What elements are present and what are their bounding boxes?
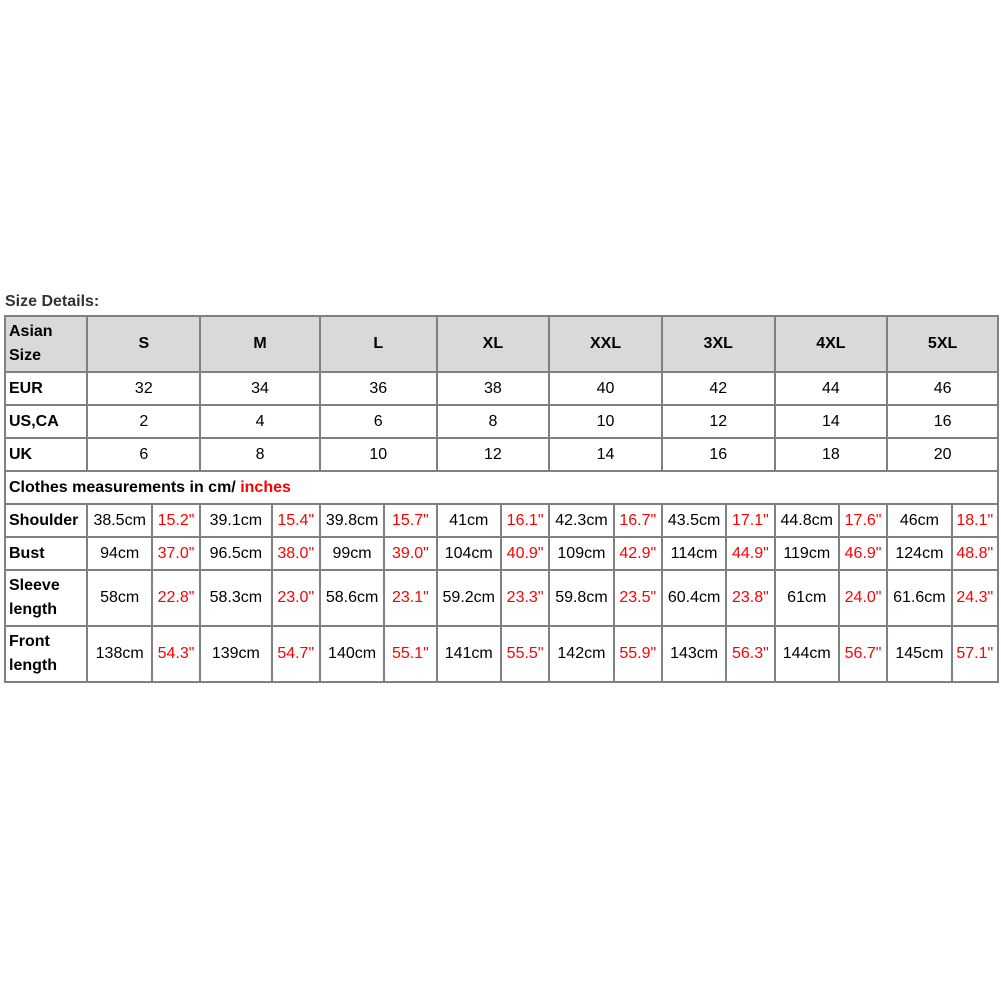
measurement-inch-value: 55.1" xyxy=(384,626,436,682)
section-heading: Size Details: xyxy=(5,293,100,310)
size-header-row xyxy=(5,316,998,372)
measurement-inch-value: 39.0" xyxy=(384,537,436,570)
measurement-inch-value: 16.1" xyxy=(501,504,549,537)
measurement-cm-value: 58.6cm xyxy=(320,570,384,626)
measurement-inch-value: 23.0" xyxy=(272,570,320,626)
measurement-inch-value: 54.7" xyxy=(272,626,320,682)
conversion-value: 36 xyxy=(320,372,437,405)
measurement-inch-value: 40.9" xyxy=(501,537,549,570)
conversion-value: 32 xyxy=(87,372,200,405)
measurement-cm-value: 44.8cm xyxy=(775,504,839,537)
measurement-row-label: Front length xyxy=(5,626,87,682)
conversion-value: 40 xyxy=(549,372,662,405)
conversion-value: 6 xyxy=(87,438,200,471)
measurements-title xyxy=(5,471,998,504)
measurement-inch-value: 23.1" xyxy=(384,570,436,626)
measurement-row xyxy=(5,626,998,682)
measurement-cm-value: 61cm xyxy=(775,570,839,626)
size-header-cell: 5XL xyxy=(887,316,998,372)
conversion-value: 12 xyxy=(662,405,775,438)
size-header-cell: 3XL xyxy=(662,316,775,372)
measurement-inch-value: 24.3" xyxy=(952,570,998,626)
conversion-value: 2 xyxy=(87,405,200,438)
conversion-value: 10 xyxy=(320,438,437,471)
measurement-cm-value: 39.1cm xyxy=(200,504,271,537)
measurement-inch-value: 17.1" xyxy=(726,504,774,537)
measurement-cm-value: 59.2cm xyxy=(437,570,501,626)
measurement-cm-value: 46cm xyxy=(887,504,951,537)
measurement-inch-value: 55.5" xyxy=(501,626,549,682)
measurement-cm-value: 143cm xyxy=(662,626,726,682)
conversion-value: 8 xyxy=(437,405,550,438)
measurement-inch-value: 37.0" xyxy=(152,537,200,570)
measurement-cm-value: 96.5cm xyxy=(200,537,271,570)
measurement-inch-value: 56.7" xyxy=(839,626,887,682)
measurement-cm-value: 142cm xyxy=(549,626,613,682)
conversion-value: 8 xyxy=(200,438,320,471)
measurement-inch-value: 38.0" xyxy=(272,537,320,570)
measurement-row xyxy=(5,537,998,570)
conversion-value: 14 xyxy=(775,405,888,438)
measurement-inch-value: 46.9" xyxy=(839,537,887,570)
measurement-row xyxy=(5,504,998,537)
conversion-row-label: UK xyxy=(5,438,87,471)
conversion-value: 46 xyxy=(887,372,998,405)
conversion-value: 38 xyxy=(437,372,550,405)
measurement-cm-value: 145cm xyxy=(887,626,951,682)
measurement-cm-value: 119cm xyxy=(775,537,839,570)
conversion-value: 6 xyxy=(320,405,437,438)
measurement-cm-value: 114cm xyxy=(662,537,726,570)
measurement-inch-value: 15.2" xyxy=(152,504,200,537)
measurement-cm-value: 109cm xyxy=(549,537,613,570)
conversion-value: 44 xyxy=(775,372,888,405)
measurement-inch-value: 44.9" xyxy=(726,537,774,570)
conversion-row-label: US,CA xyxy=(5,405,87,438)
conversion-value: 16 xyxy=(887,405,998,438)
conversion-value: 14 xyxy=(549,438,662,471)
conversion-value: 16 xyxy=(662,438,775,471)
conversion-row xyxy=(5,438,998,471)
measurements-title-inches: inches xyxy=(240,478,291,496)
measurement-inch-value: 48.8" xyxy=(952,537,998,570)
measurement-cm-value: 61.6cm xyxy=(887,570,951,626)
measurement-row-label: Bust xyxy=(5,537,87,570)
measurement-inch-value: 16.7" xyxy=(614,504,662,537)
measurement-inch-value: 23.3" xyxy=(501,570,549,626)
size-row-label: Asian Size xyxy=(5,316,87,372)
size-header-cell: M xyxy=(200,316,320,372)
measurement-cm-value: 58.3cm xyxy=(200,570,271,626)
measurement-inch-value: 15.4" xyxy=(272,504,320,537)
measurements-title-row xyxy=(5,471,998,504)
conversion-row xyxy=(5,372,998,405)
measurement-inch-value: 55.9" xyxy=(614,626,662,682)
measurement-cm-value: 124cm xyxy=(887,537,951,570)
conversion-value: 34 xyxy=(200,372,320,405)
conversion-value: 20 xyxy=(887,438,998,471)
measurement-inch-value: 57.1" xyxy=(952,626,998,682)
measurement-cm-value: 39.8cm xyxy=(320,504,384,537)
measurements-title-text: Clothes measurements in cm/ xyxy=(9,478,236,496)
measurement-row xyxy=(5,570,998,626)
measurement-inch-value: 23.8" xyxy=(726,570,774,626)
measurement-cm-value: 58cm xyxy=(87,570,151,626)
measurement-cm-value: 144cm xyxy=(775,626,839,682)
measurement-cm-value: 138cm xyxy=(87,626,151,682)
measurement-cm-value: 59.8cm xyxy=(549,570,613,626)
measurement-cm-value: 60.4cm xyxy=(662,570,726,626)
conversion-value: 42 xyxy=(662,372,775,405)
measurement-cm-value: 99cm xyxy=(320,537,384,570)
conversion-row xyxy=(5,405,998,438)
measurement-inch-value: 24.0" xyxy=(839,570,887,626)
conversion-value: 4 xyxy=(200,405,320,438)
conversion-row-label: EUR xyxy=(5,372,87,405)
size-header-cell: S xyxy=(87,316,200,372)
measurement-cm-value: 41cm xyxy=(437,504,501,537)
size-chart-body xyxy=(5,316,998,682)
measurement-cm-value: 38.5cm xyxy=(87,504,151,537)
measurement-inch-value: 54.3" xyxy=(152,626,200,682)
measurement-inch-value: 17.6" xyxy=(839,504,887,537)
measurement-inch-value: 23.5" xyxy=(614,570,662,626)
measurement-row-label: Shoulder xyxy=(5,504,87,537)
measurement-cm-value: 42.3cm xyxy=(549,504,613,537)
size-details-section xyxy=(4,291,999,683)
measurement-cm-value: 139cm xyxy=(200,626,271,682)
conversion-value: 18 xyxy=(775,438,888,471)
measurement-row-label: Sleeve length xyxy=(5,570,87,626)
size-chart-table xyxy=(4,315,999,683)
measurement-inch-value: 42.9" xyxy=(614,537,662,570)
measurement-cm-value: 104cm xyxy=(437,537,501,570)
measurement-inch-value: 15.7" xyxy=(384,504,436,537)
measurement-inch-value: 56.3" xyxy=(726,626,774,682)
size-header-cell: XL xyxy=(437,316,550,372)
size-header-cell: XXL xyxy=(549,316,662,372)
measurement-cm-value: 43.5cm xyxy=(662,504,726,537)
size-header-cell: 4XL xyxy=(775,316,888,372)
measurement-cm-value: 140cm xyxy=(320,626,384,682)
measurement-cm-value: 94cm xyxy=(87,537,151,570)
size-header-cell: L xyxy=(320,316,437,372)
measurement-cm-value: 141cm xyxy=(437,626,501,682)
measurement-inch-value: 22.8" xyxy=(152,570,200,626)
conversion-value: 10 xyxy=(549,405,662,438)
measurement-inch-value: 18.1" xyxy=(952,504,998,537)
conversion-value: 12 xyxy=(437,438,550,471)
